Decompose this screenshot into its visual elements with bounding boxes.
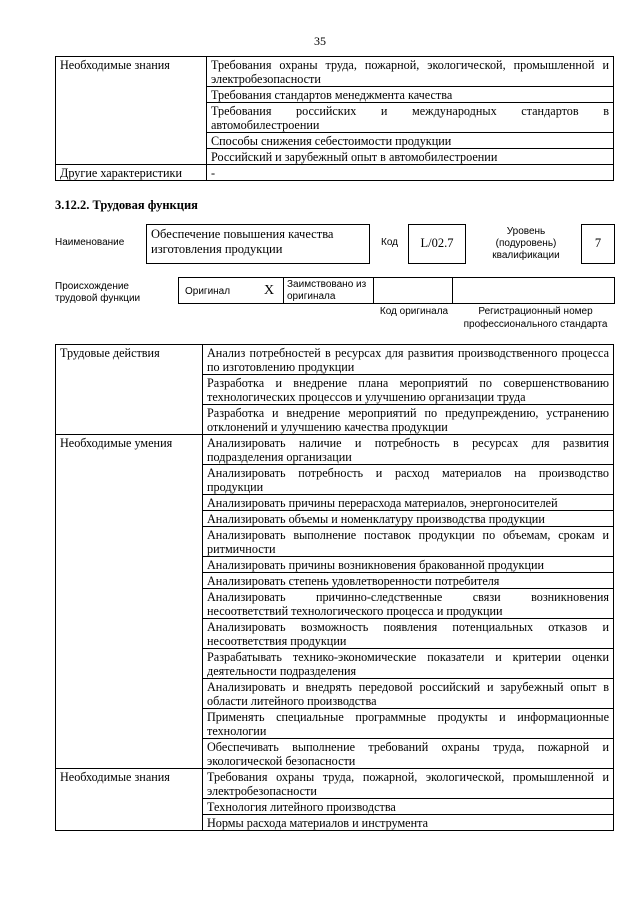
action-item: Разработка и внедрение плана мероприятий по совершенствованию технологических процессов и улучшению организации труда [203,375,614,405]
function-details-table [55,344,614,831]
knowledge-item: Технология литейного производства [203,799,614,815]
level-value: 7 [594,236,602,250]
knowledge-item: Российский и зарубежный опыт в автомобилестроении [207,149,614,165]
knowledge-item: Способы снижения себестоимости продукции [207,133,614,149]
original-label: Оригинал [185,286,231,297]
code-box [408,224,466,264]
top-requirements-table [55,56,614,181]
skills-label: Необходимые умения [56,435,203,769]
knowledge-item: Требования охраны труда, пожарной, экологической, промышленной и электробезопасности [207,57,614,87]
skill-item: Анализировать объемы и номенклатуру производства продукции [203,511,614,527]
code-caption: Код оригинала [379,306,449,317]
name-label: Наименование [55,237,125,248]
knowledge-item: Требования охраны труда, пожарной, экологической, промышленной и электробезопасности [203,769,614,799]
skill-item: Применять специальные программные продукты и информационные технологии [203,709,614,739]
knowledge-item: Нормы расхода материалов и инструмента [203,815,614,831]
divider [452,278,453,303]
page-number: 35 [314,34,326,48]
level-label: Уровень (подуровень) квалификации [492,226,560,261]
origin-box [178,277,615,304]
skill-item: Анализировать причинно-следственные связи возникновения несоответствий технологического процесса и продукции [203,589,614,619]
code-label: Код [381,237,399,248]
name-value: Обеспечение повышения качества изготовления продукции [151,227,334,256]
action-item: Разработка и внедрение мероприятий по предупреждению, устранению отклонений и улучшению качества продукции [203,405,614,435]
skill-item: Обеспечивать выполнение требований охраны труда, пожарной и экологической безопасности [203,739,614,769]
skill-item: Анализировать наличие и потребность в ресурсах для развития подразделения организации [203,435,614,465]
skill-item: Анализировать причины перерасхода материалов, энергоносителей [203,495,614,511]
skill-item: Анализировать и внедрять передовой российский и зарубежный опыт в области литейного производства [203,679,614,709]
divider [373,278,374,303]
section-heading: 3.12.2. Трудовая функция [55,198,198,212]
action-item: Анализ потребностей в ресурсах для развития производственного процесса по изготовлению продукции [203,345,614,375]
level-box [581,224,615,264]
name-box [146,224,370,264]
skill-item: Анализировать степень удовлетворенности потребителя [203,573,614,589]
skill-item: Анализировать причины возникновения бракованной продукции [203,557,614,573]
knowledge-item: Требования стандартов менеджмента качества [207,87,614,103]
skill-item: Анализировать возможность появления потенциальных отказов и несоответствия продукции [203,619,614,649]
knowledge-item: Требования российских и международных стандартов в автомобилестроении [207,103,614,133]
reg-caption: Регистрационный номер профессионального стандарта [463,306,608,330]
other-characteristics-value: - [207,165,614,181]
skill-item: Анализировать потребность и расход материалов на производство продукции [203,465,614,495]
skill-item: Анализировать выполнение поставок продукции по объемам, срокам и ритмичности [203,527,614,557]
knowledge-label: Необходимые знания [56,769,203,831]
other-characteristics-label: Другие характеристики [56,165,207,181]
knowledge-label: Необходимые знания [56,57,207,165]
code-value: L/02.7 [420,236,454,250]
origin-label: Происхождение трудовой функции [55,281,141,304]
divider [283,278,284,303]
actions-label: Трудовые действия [56,345,203,435]
skill-item: Разрабатывать технико-экономические показатели и критерии оценки деятельности подразделения [203,649,614,679]
borrowed-label: Заимствовано из оригинала [287,279,367,302]
original-mark: X [264,283,275,298]
